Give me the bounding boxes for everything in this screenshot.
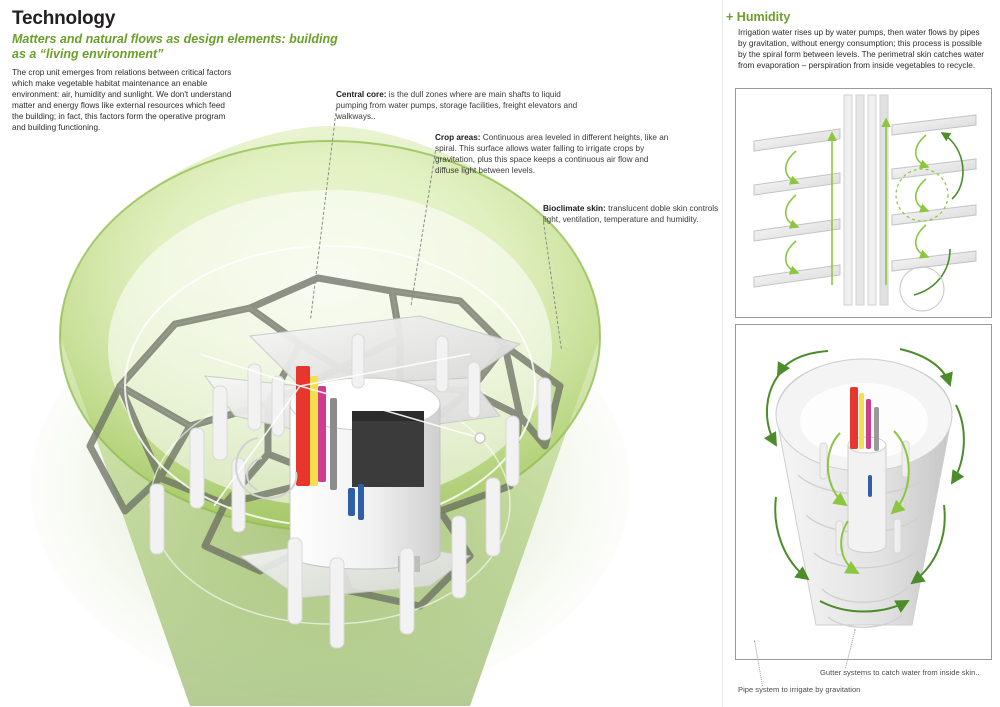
perspective-diagram-svg xyxy=(736,325,991,659)
caption-pipe-system: Pipe system to irrigate by gravitation xyxy=(738,685,861,694)
callout-crop-areas-label: Crop areas: xyxy=(435,133,481,142)
callout-crop-areas-text: Continuous area leveled in different heights, like an spiral. This surface allows water falling to irrigate crops by gravitation, plus this space keeps a continuous air flow and diffuse light between levels. xyxy=(435,133,669,175)
humidity-section-diagram xyxy=(735,88,992,318)
column-divider xyxy=(722,0,723,707)
section-diagram-svg xyxy=(736,89,991,317)
page-title: Technology xyxy=(12,8,116,29)
callout-bioclimate-skin xyxy=(543,204,729,226)
crop-tower-main-rendering xyxy=(0,86,722,707)
callout-bioclimate-skin-label: Bioclimate skin: xyxy=(543,204,606,213)
humidity-perspective-diagram xyxy=(735,324,992,660)
humidity-heading xyxy=(726,10,790,24)
humidity-heading-label: Humidity xyxy=(736,10,791,24)
intro-paragraph: The crop unit emerges from relations between critical factors which make vegetable habitat maintenance an enable environment: air, humidity and sunlight. We don't understand matter and energy flows like external resources which feed the building; in fact, this factors form the operative program and building functioning. xyxy=(12,68,232,132)
core-machine-block xyxy=(352,411,424,487)
callout-central-core-label: Central core: xyxy=(336,90,387,99)
callout-bioclimate-skin-text: translucent doble skin controls light, ventilation, temperature and humidity. xyxy=(543,204,719,224)
plus-icon: + xyxy=(726,10,734,24)
page-subtitle: Matters and natural flows as design elements: building as a “living environment” xyxy=(12,32,338,62)
callout-central-core-text: is the dull zones where are main shafts to liquid pumping from water pumps, storage facilities, freight elevators and walkways.. xyxy=(336,90,578,121)
section-slabs xyxy=(754,115,976,287)
callout-central-core xyxy=(336,90,584,123)
humidity-paragraph: Irrigation water rises up by water pumps, then water flows by pipes by gravitation, without energy consumption; this process is possible by the spiral form between levels. The perimetral skin catches water from evaporation – perspiration from inside vegetables to recycle. xyxy=(738,28,985,70)
callout-crop-areas xyxy=(435,133,673,177)
section-core-shafts xyxy=(844,95,888,305)
caption-gutter-system: Gutter systems to catch water from inside skin.. xyxy=(820,668,980,677)
main-illustration-svg xyxy=(0,86,722,707)
